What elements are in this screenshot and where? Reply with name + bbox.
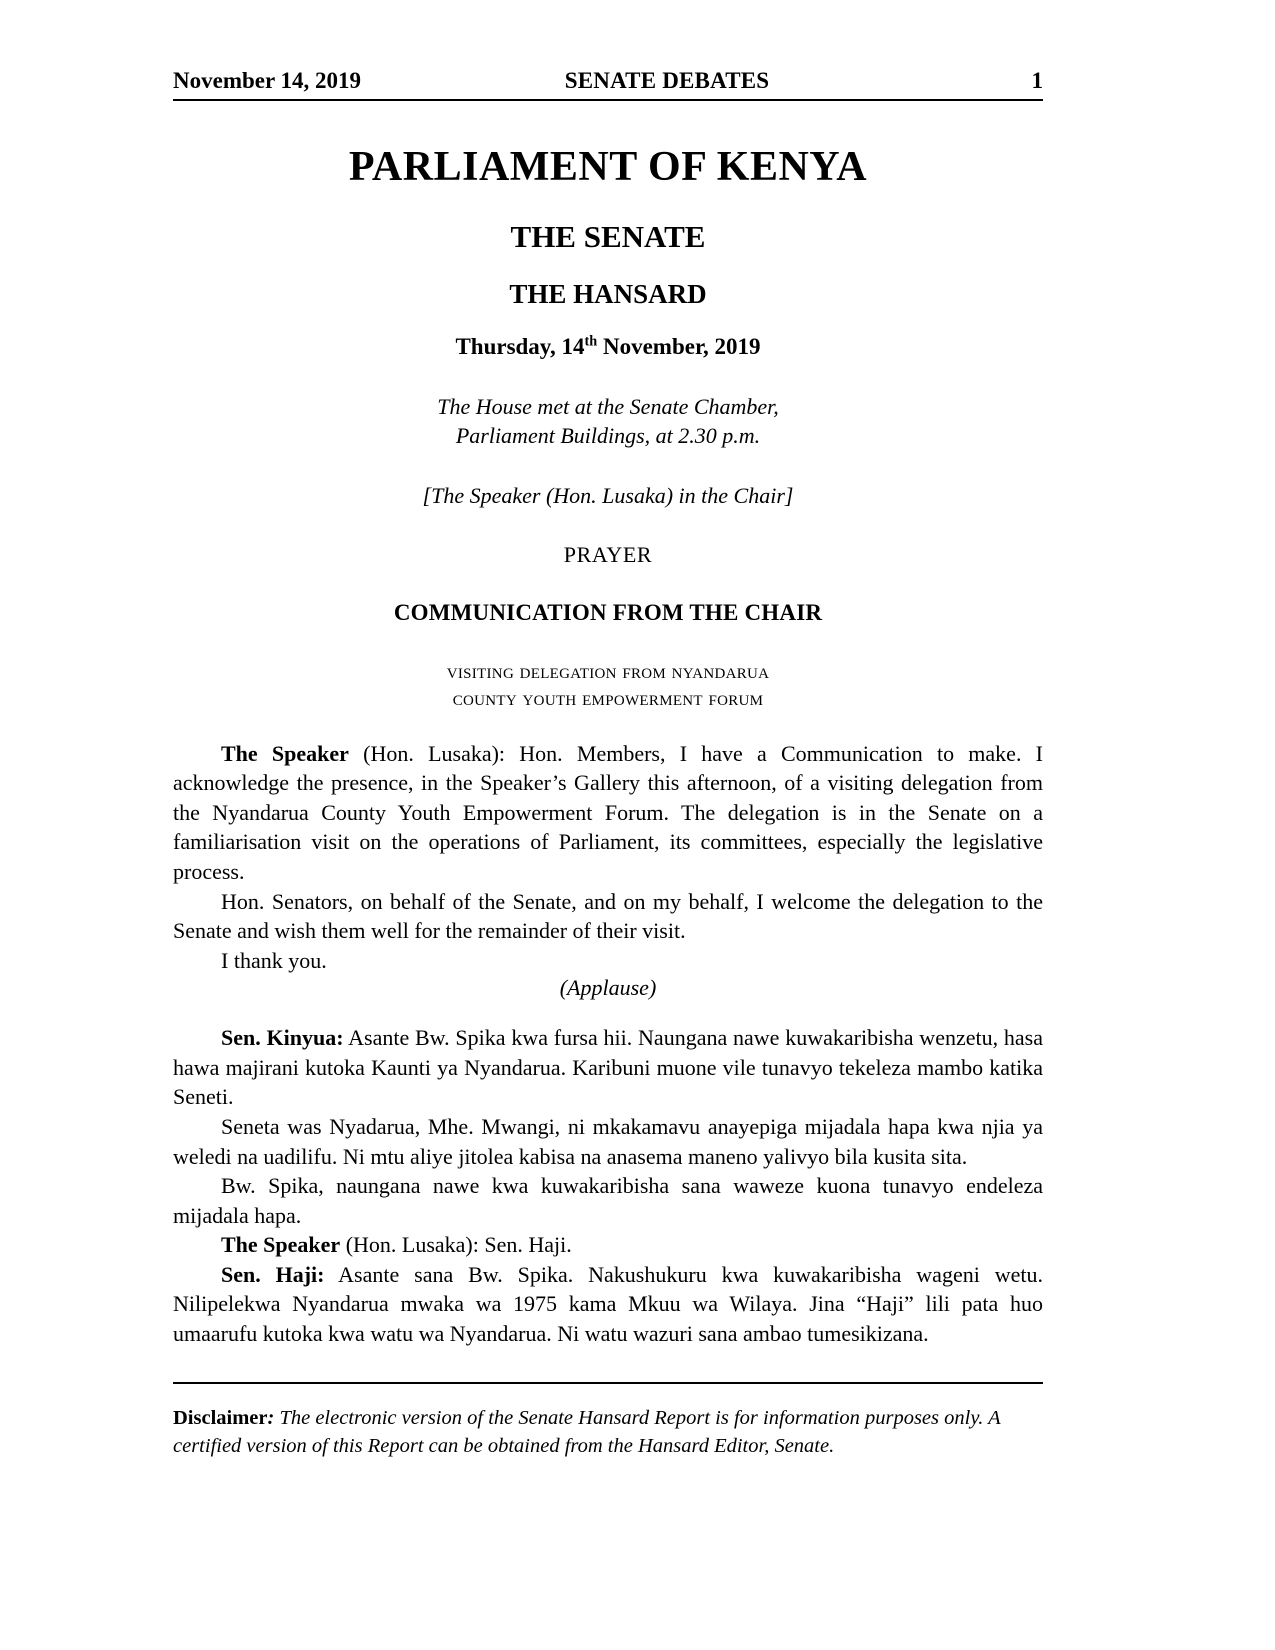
page-title-publication: THE HANSARD: [509, 279, 707, 309]
disclaimer-body: The electronic version of the Senate Hansard Report is for information purposes only. A certified version of this Report can be obtained from the Hansard Editor, Senate.: [173, 1407, 1001, 1458]
speech-text: Hon. Members, I have a Communication to make. I acknowledge the presence, in the Speaker’s Gallery this afternoon, of a visiting delegation from the Nyandarua County Youth Empowerment Forum. The delegation is in the Senate on a familiarisation visit on the operations of Parliament, its committees, especially the legislative process.: [173, 740, 1043, 884]
speaker-name: Sen. Kinyua:: [221, 1025, 344, 1051]
speaker-attribution: (Hon. Lusaka):: [348, 740, 520, 766]
speech-paragraph: [173, 887, 1043, 946]
speech-text: Bw. Spika, naungana nawe kwa kuwakaribisha sana waweze kuona tunavyo endeleza mijadala hapa.: [173, 1173, 1043, 1228]
page-content: [173, 0, 1043, 1349]
speech-text: (Hon. Lusaka): Sen. Haji.: [340, 1232, 572, 1258]
house-met-note: [173, 392, 1043, 450]
speaker-name: Sen. Haji:: [221, 1261, 325, 1287]
section-subheading-line-2: county youth empowerment forum: [452, 686, 764, 711]
page-title-house: THE SENATE: [510, 219, 706, 254]
disclaimer-colon: :: [267, 1407, 275, 1429]
speech-paragraph: [173, 1023, 1043, 1112]
section-subheading-line-1: visiting delegation from nyandarua: [446, 659, 770, 684]
house-met-line-2: Parliament Buildings, at 2.30 p.m.: [455, 423, 761, 449]
section-subheading: [173, 658, 1043, 713]
footer-disclaimer: [173, 1382, 1043, 1461]
speech-paragraph: [173, 1230, 1043, 1260]
running-header: [173, 0, 1043, 101]
house-met-line-1: The House met at the Senate Chamber,: [437, 394, 779, 419]
page-title-parliament: PARLIAMENT OF KENYA: [348, 144, 868, 190]
speech-text: Asante sana Bw. Spika. Nakushukuru kwa kuwakaribisha wageni wetu. Nilipelekwa Nyandarua mwaka wa 1975 kama Mkuu wa Wilaya. Jina “Haji” lili pata huo umaarufu kutoka kwa watu wa Nyandarua. Ni watu wazuri sana ambao tumesikizana.: [173, 1261, 1043, 1347]
speaker-name: The Speaker: [221, 740, 349, 766]
prayer-heading: PRAYER: [563, 542, 653, 568]
sitting-date-rest: November, 2019: [597, 334, 761, 359]
applause-note: (Applause): [559, 975, 657, 1001]
sitting-date: [173, 334, 1043, 360]
sitting-date-day: Thursday, 14: [455, 334, 585, 359]
disclaimer-text: [173, 1404, 1043, 1461]
disclaimer-label: Disclaimer: [173, 1407, 268, 1429]
speech-text: I thank you.: [221, 947, 327, 973]
speaker-name: The Speaker: [221, 1232, 341, 1258]
hansard-body: [173, 739, 1043, 1349]
speech-text: Hon. Senators, on behalf of the Senate, and on my behalf, I welcome the delegation to the Senate and wish them well for the remainder of their visit.: [173, 888, 1043, 944]
speech-text: Seneta was Nyadarua, Mhe. Mwangi, ni mkakamavu anayepiga mijadala hapa kwa njia ya weledi na uadilifu. Ni mtu aliye jitolea kabisa na anasema maneno yalivyo bila kusita sita.: [173, 1114, 1043, 1169]
header-date: November 14, 2019: [173, 68, 362, 93]
speech-paragraph: [173, 1260, 1043, 1349]
header-title: SENATE DEBATES: [564, 68, 770, 93]
chair-note: [The Speaker (Hon. Lusaka) in the Chair]: [422, 483, 794, 509]
sitting-date-ordinal: th: [584, 333, 598, 350]
header-page-number: 1: [1031, 68, 1043, 93]
speech-paragraph: [173, 739, 1043, 887]
footer-divider: [173, 1382, 1043, 1384]
speech-paragraph: [173, 946, 1043, 976]
section-heading-communication: COMMUNICATION FROM THE CHAIR: [393, 600, 823, 626]
speech-paragraph: [173, 1171, 1043, 1230]
speech-paragraph: [173, 1112, 1043, 1171]
speech-text: Asante Bw. Spika kwa fursa hii. Naungana nawe kuwakaribisha wenzetu, hasa hawa majirani kutoka Kaunti ya Nyandarua. Karibuni muone vile tunavyo tekeleza mambo katika Seneti.: [173, 1025, 1043, 1110]
